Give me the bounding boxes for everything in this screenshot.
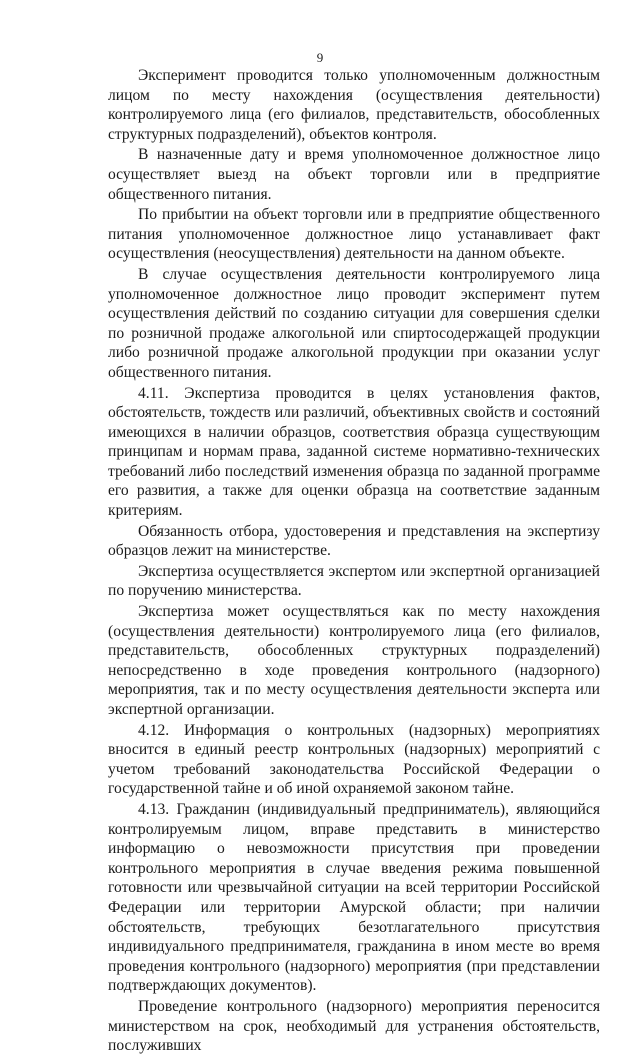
paragraph-4-12-registry: 4.12. Информация о контрольных (надзорных) мероприятиях вносится в единый реестр контрольных (надзорных) мероприятий с учетом требований законодательства Российской Федерации о государственной тайне и об иной охраняемой законом тайне. [108, 721, 600, 798]
paragraph-expertise-performer: Экспертиза осуществляется экспертом или экспертной организацией по поручению министерства. [108, 562, 600, 600]
paragraph-experiment-place: Эксперимент проводится только уполномоченным должностным лицом по месту нахождения (осуществления деятельности) контролируемого лица (его филиалов, представительств, обособленных структурных подразделений), объектов контроля. [108, 67, 600, 143]
paragraph-postponement: Проведение контрольного (надзорного) мероприятия переносится министерством на срок, необходимый для устранения обстоятельств, послуживших [108, 997, 600, 1055]
document-body [108, 66, 600, 1056]
paragraph-sample-duty: Обязанность отбора, удостоверения и представления на экспертизу образцов лежит на министерстве. [108, 522, 600, 560]
paragraph-experiment-arrival: По прибытии на объект торговли или в предприятие общественного питания уполномоченное должностное лицо устанавливает факт осуществления (неосуществления) деятельности на данном объекте. [108, 206, 600, 263]
paragraph-4-11-expertise: 4.11. Экспертиза проводится в целях установления фактов, обстоятельств, тождеств или различий, объективных свойств и состояний имеющихся в наличии образцов, соответствия образца существующим принципам и нормам права, заданной системе нормативно-технических требований либо последствий изменения образца по заданной программе его развития, а также для оценки образца на соответствие заданным критериям. [108, 384, 600, 520]
paragraph-experiment-visit: В назначенные дату и время уполномоченное должностное лицо осуществляет выезд на объект торговли или в предприятие общественного питания. [108, 146, 600, 203]
paragraph-experiment-procedure: В случае осуществления деятельности контролируемого лица уполномоченное должностное лицо проводит эксперимент путем осуществления действий по созданию ситуации для совершения сделки по розничной продаже алкогольной или спиртосодержащей продукции либо розничной продаже алкогольной продукции при оказании услуг общественного питания. [108, 265, 600, 381]
paragraph-4-13-citizen: 4.13. Гражданин (индивидуальный предприниматель), являющийся контролируемым лицом, вправе представить в министерство информацию о невозможности присутствия при проведении контрольного мероприятия в случае введения режима повышенной готовности или чрезвычайной ситуации на всей территории Российской Федерации или территории Амурской области; при наличии обстоятельств, требующих безотлагательного присутствия индивидуального предпринимателя, гражданина в ином месте во время проведения контрольного (надзорного) мероприятия (при представлении подтверждающих документов). [108, 800, 600, 995]
page-number: 9 [316, 50, 324, 65]
paragraph-expertise-location: Экспертиза может осуществляться как по месту нахождения (осуществления деятельности) контролируемого лица (его филиалов, представительств, обособленных структурных подразделений) непосредственно в ходе проведения контрольного (надзорного) мероприятия, так и по месту осуществления деятельности эксперта или экспертной организации. [108, 603, 600, 718]
